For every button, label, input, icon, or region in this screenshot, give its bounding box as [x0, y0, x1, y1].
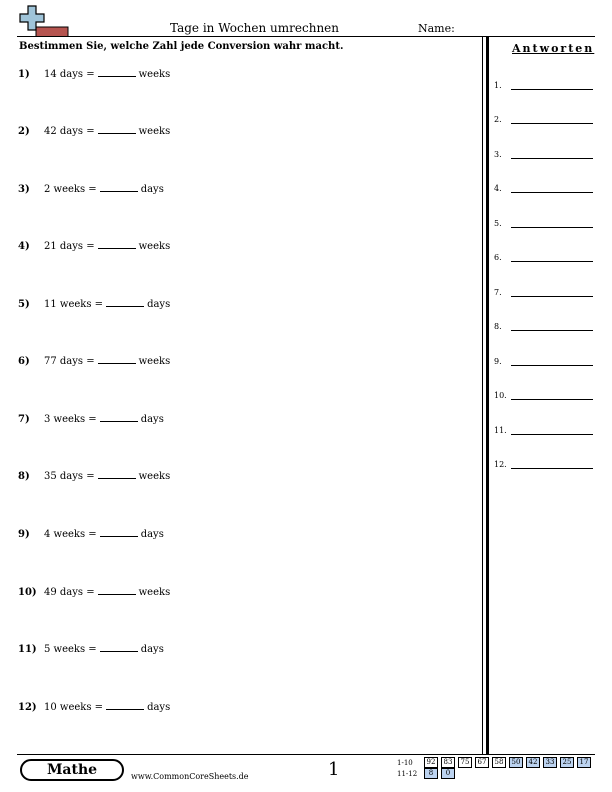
problem-unit: weeks	[138, 356, 171, 367]
column-divider	[482, 36, 483, 754]
problem-number: 3)	[18, 184, 30, 195]
answer-number: 9.	[494, 357, 502, 366]
answer-slot-4[interactable]	[494, 184, 502, 193]
site-url[interactable]: www.CommonCoreSheets.de	[131, 772, 249, 781]
problem-unit: days	[140, 184, 164, 195]
answer-line[interactable]	[511, 227, 593, 228]
score-cell: 83	[441, 757, 455, 768]
score-cell: 8	[424, 768, 438, 779]
worksheet-title: Tage in Wochen umrechnen	[170, 21, 339, 35]
score-row-label: 1-10	[397, 759, 413, 767]
problem-unit: weeks	[138, 126, 171, 137]
problem-number: 11)	[18, 644, 37, 655]
problem-unit: days	[140, 644, 164, 655]
answer-number: 5.	[494, 219, 502, 228]
problem-number: 8)	[18, 471, 30, 482]
answer-line[interactable]	[511, 296, 593, 297]
answer-line[interactable]	[511, 89, 593, 90]
answer-slot-12[interactable]	[494, 460, 507, 469]
score-cell: 67	[475, 757, 489, 768]
answer-blank[interactable]	[98, 66, 136, 77]
instructions: Bestimmen Sie, welche Zahl jede Conversion wahr macht.	[19, 41, 344, 52]
answer-blank[interactable]	[98, 123, 136, 134]
answer-slot-7[interactable]	[494, 288, 502, 297]
answer-blank[interactable]	[106, 296, 144, 307]
answer-number: 10.	[494, 391, 507, 400]
answer-blank[interactable]	[98, 584, 136, 595]
problem-9	[18, 526, 164, 540]
problem-text: 10 weeks =	[44, 702, 104, 713]
problem-6	[18, 353, 170, 367]
answer-slot-5[interactable]	[494, 219, 502, 228]
problem-number: 6)	[18, 356, 30, 367]
problem-text: 11 weeks =	[44, 299, 104, 310]
score-cell: 75	[458, 757, 472, 768]
problem-number: 4)	[18, 241, 30, 252]
problem-unit: days	[147, 702, 171, 713]
column-divider-thick	[486, 36, 489, 754]
answers-heading: Antworten	[512, 42, 595, 55]
problem-text: 35 days =	[44, 471, 95, 482]
problem-text: 4 weeks =	[44, 529, 97, 540]
answer-line[interactable]	[511, 158, 593, 159]
answer-slot-8[interactable]	[494, 322, 502, 331]
problem-text: 49 days =	[44, 587, 95, 598]
score-cell: 25	[560, 757, 574, 768]
problem-unit: weeks	[138, 69, 171, 80]
problem-2	[18, 123, 170, 137]
problem-number: 10)	[18, 587, 37, 598]
problem-unit: weeks	[138, 587, 171, 598]
answer-line[interactable]	[511, 399, 593, 400]
header-rule	[17, 36, 595, 37]
problem-text: 21 days =	[44, 241, 95, 252]
problem-11	[18, 641, 164, 655]
answer-number: 3.	[494, 150, 502, 159]
answer-number: 6.	[494, 253, 502, 262]
problem-number: 12)	[18, 702, 37, 713]
problem-text: 5 weeks =	[44, 644, 97, 655]
answer-number: 12.	[494, 460, 507, 469]
problem-text: 2 weeks =	[44, 184, 97, 195]
score-cell: 33	[543, 757, 557, 768]
problem-3	[18, 181, 164, 195]
answer-line[interactable]	[511, 365, 593, 366]
answer-blank[interactable]	[98, 353, 136, 364]
problem-number: 7)	[18, 414, 30, 425]
score-cell: 0	[441, 768, 455, 779]
answer-slot-6[interactable]	[494, 253, 502, 262]
name-label: Name:	[418, 22, 455, 35]
problem-number: 2)	[18, 126, 30, 137]
answer-blank[interactable]	[100, 411, 138, 422]
answer-blank[interactable]	[106, 699, 144, 710]
answer-line[interactable]	[511, 123, 593, 124]
answer-number: 11.	[494, 426, 507, 435]
problem-unit: days	[140, 529, 164, 540]
answer-blank[interactable]	[98, 238, 136, 249]
problem-8	[18, 468, 170, 482]
problem-number: 1)	[18, 69, 30, 80]
answer-number: 8.	[494, 322, 502, 331]
score-cell: 58	[492, 757, 506, 768]
answer-blank[interactable]	[100, 181, 138, 192]
answer-number: 4.	[494, 184, 502, 193]
problem-12	[18, 699, 170, 713]
problem-text: 77 days =	[44, 356, 95, 367]
problem-text: 14 days =	[44, 69, 95, 80]
answer-slot-10[interactable]	[494, 391, 507, 400]
problem-text: 3 weeks =	[44, 414, 97, 425]
math-plus-logo-icon	[16, 5, 70, 37]
score-cell: 42	[526, 757, 540, 768]
page-number: 1	[328, 759, 340, 780]
answer-line[interactable]	[511, 261, 593, 262]
problem-5	[18, 296, 170, 310]
answer-slot-1[interactable]	[494, 81, 502, 90]
answer-blank[interactable]	[100, 526, 138, 537]
problem-unit: days	[147, 299, 171, 310]
answer-slot-2[interactable]	[494, 115, 502, 124]
footer-rule	[17, 754, 595, 755]
score-cell: 50	[509, 757, 523, 768]
answer-line[interactable]	[511, 192, 593, 193]
answer-blank[interactable]	[100, 641, 138, 652]
problem-10	[18, 584, 170, 598]
problem-7	[18, 411, 164, 425]
score-row-label: 11-12	[397, 770, 418, 778]
answer-line[interactable]	[511, 434, 593, 435]
answer-number: 1.	[494, 81, 502, 90]
problem-unit: days	[140, 414, 164, 425]
score-cell: 17	[577, 757, 591, 768]
problem-text: 42 days =	[44, 126, 95, 137]
problem-1	[18, 66, 170, 80]
answer-blank[interactable]	[98, 468, 136, 479]
problem-4	[18, 238, 170, 252]
answer-line[interactable]	[511, 330, 593, 331]
problem-number: 9)	[18, 529, 30, 540]
answer-number: 7.	[494, 288, 502, 297]
answer-slot-3[interactable]	[494, 150, 502, 159]
brand-badge: Mathe	[20, 759, 124, 781]
problem-number: 5)	[18, 299, 30, 310]
answer-slot-9[interactable]	[494, 357, 502, 366]
answer-line[interactable]	[511, 468, 593, 469]
score-cell: 92	[424, 757, 438, 768]
problem-unit: weeks	[138, 471, 171, 482]
answer-number: 2.	[494, 115, 502, 124]
problem-unit: weeks	[138, 241, 171, 252]
answer-slot-11[interactable]	[494, 426, 507, 435]
